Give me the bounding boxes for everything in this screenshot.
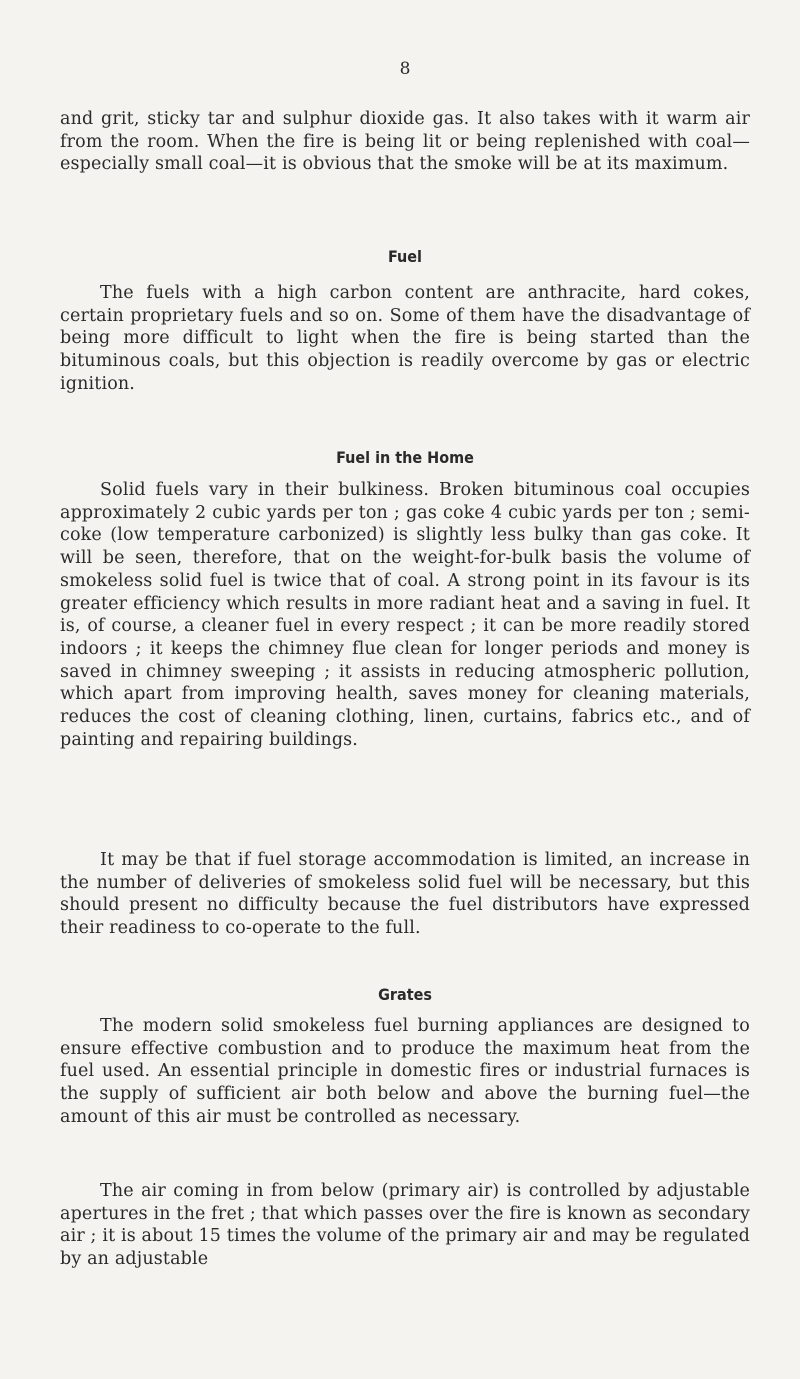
section-heading-fuel-in-the-home: Fuel in the Home <box>336 448 474 467</box>
grates-paragraph-2: The air coming in from below (primary air) is controlled by adjustable apertures in the fret ; that which passes over the fire is known as secondary air ; it is about 15 times the volume of the primary air and may be regulated by an adjustable <box>60 1181 750 1270</box>
intro-paragraph: and grit, sticky tar and sulphur dioxide gas. It also takes with it warm air from the room. When the fire is being lit or being replenished with coal—especially small coal—it is obvious that the smoke will be at its maximum. <box>60 109 750 175</box>
section-heading-fuel: Fuel <box>388 247 422 266</box>
grates-paragraph-1: The modern solid smokeless fuel burning appliances are designed to ensure effective combustion and to produce the maximum heat from the fuel used. An essential principle in domestic fires or industrial furnaces is the supply of sufficient air both below and above the burning fuel—the amount of this air must be controlled as necessary. <box>60 1016 750 1127</box>
fuel-in-home-paragraph-2: It may be that if fuel storage accommodation is limited, an increase in the number of deliveries of smokeless solid fuel will be necessary, but this should present no difficulty because the fuel distributors have expressed their readiness to co-operate to the full. <box>60 850 750 939</box>
fuel-in-home-paragraph-1: Solid fuels vary in their bulkiness. Broken bituminous coal occupies approximately 2 cubic yards per ton ; gas coke 4 cubic yards per ton ; semi-coke (low temperature carbonized) is slightly less bulky than gas coke. It will be seen, therefore, that on the weight-for-bulk basis the volume of smokeless solid fuel is twice that of coal. A strong point in its favour is its greater efficiency which results in more radiant heat and a saving in fuel. It is, of course, a cleaner fuel in every respect ; it can be more readily stored indoors ; it keeps the chimney flue clean for longer periods and money is saved in chimney sweeping ; it assists in reducing atmospheric pollution, which apart from improving health, saves money for cleaning materials, reduces the cost of cleaning clothing, linen, curtains, fabrics etc., and of painting and repairing buildings. <box>60 480 750 750</box>
page-number: 8 <box>399 59 411 79</box>
section-heading-grates: Grates <box>378 985 432 1004</box>
fuel-paragraph: The fuels with a high carbon content are anthracite, hard cokes, certain proprietary fuels and so on. Some of them have the disadvantage of being more difficult to light when the fire is being started than the bituminous coals, but this objection is readily overcome by gas or electric ignition. <box>60 283 750 394</box>
